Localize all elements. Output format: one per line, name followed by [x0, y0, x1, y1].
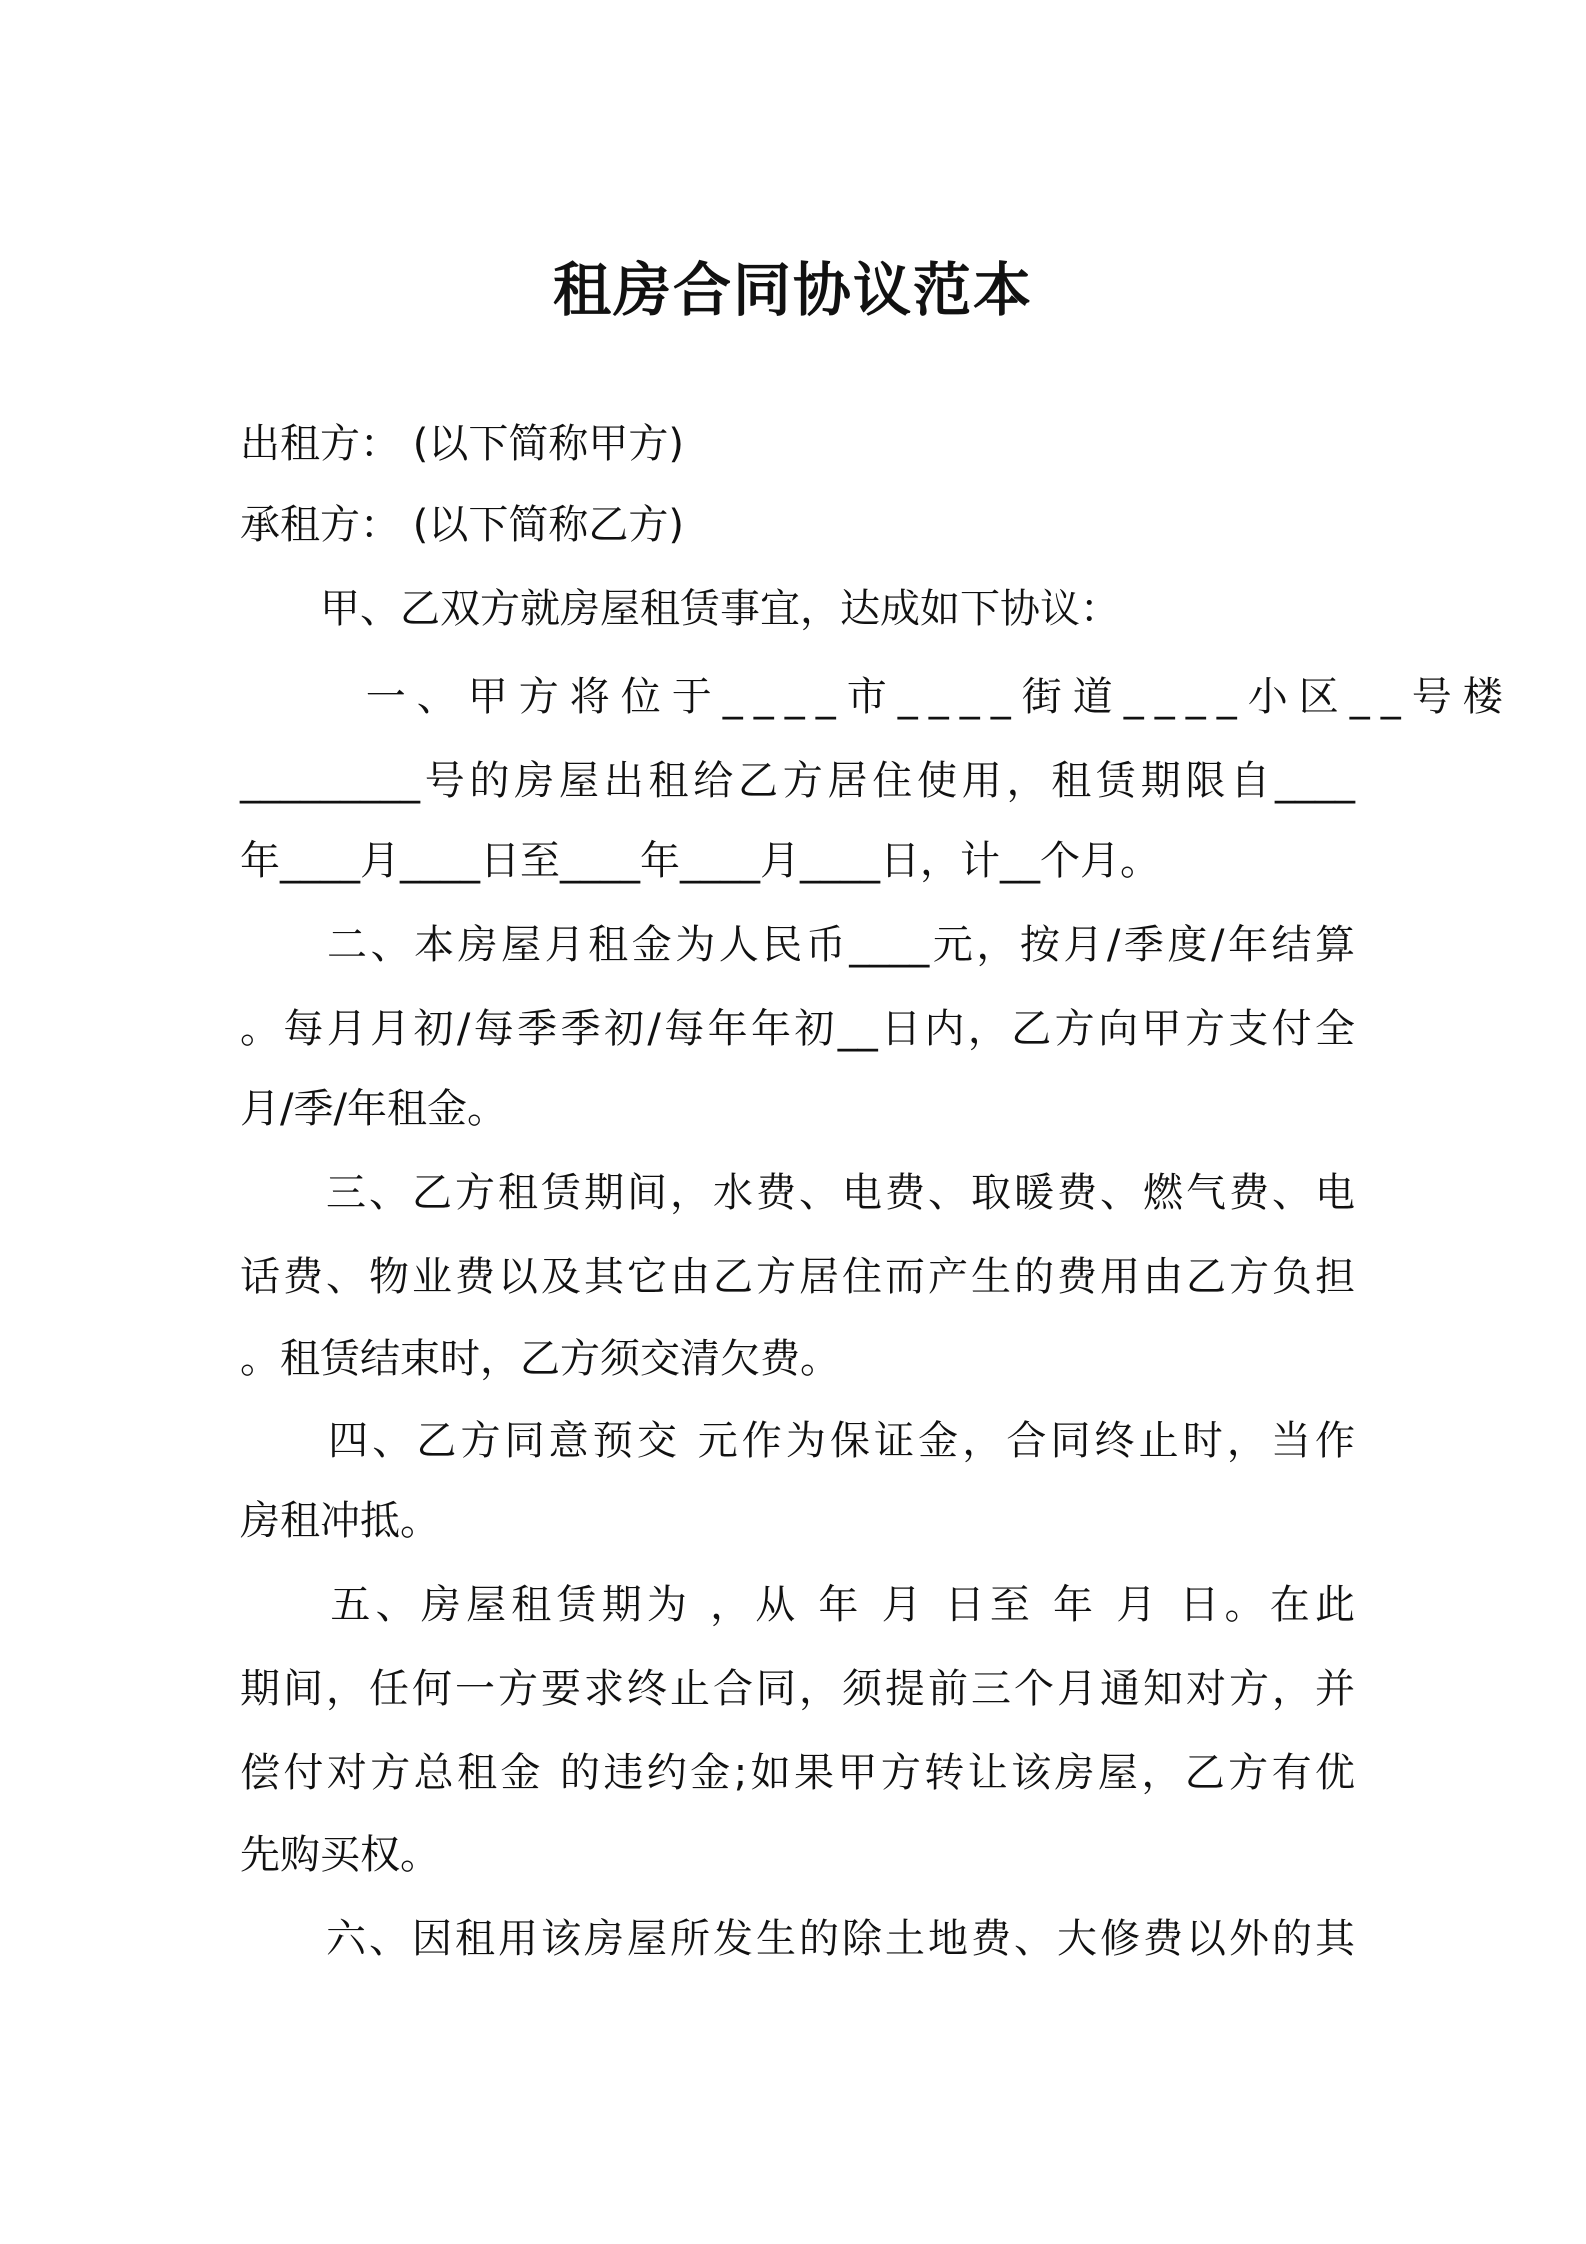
clause-3-line-2: 话费、物业费以及其它由乙方居住而产生的费用由乙方负担 [240, 1254, 1355, 1300]
clause-1-line-2: _________号的房屋出租给乙方居住使用，租赁期限自____ [240, 758, 1355, 804]
clause-1-line-3: 年____月____日至____年____月____日，计__个月。 [240, 838, 1160, 884]
clause-6-line-1: 六、因租用该房屋所发生的除土地费、大修费以外的其 [240, 1916, 1355, 1962]
lessor-line: 出租方： (以下简称甲方) [240, 421, 684, 467]
clause-5-line-1: 五、房屋租赁期为 ，从 年 月 日至 年 月 日。在此 [240, 1582, 1355, 1628]
clause-3-line-1: 三、乙方租赁期间，水费、电费、取暖费、燃气费、电 [240, 1170, 1355, 1216]
clause-2-line-1: 二、本房屋月租金为人民币____元，按月/季度/年结算 [240, 922, 1355, 968]
clause-4-line-1: 四、乙方同意预交 元作为保证金，合同终止时，当作 [240, 1418, 1355, 1464]
clause-4-line-2: 房租冲抵。 [240, 1498, 440, 1544]
clause-1-line-1: 一、甲方将位于____市____街道____小区__号楼 [240, 674, 1514, 720]
clause-3-line-3: 。租赁结束时，乙方须交清欠费。 [240, 1336, 840, 1382]
clause-5-line-4: 先购买权。 [240, 1832, 440, 1878]
clause-5-line-2: 期间，任何一方要求终止合同，须提前三个月通知对方，并 [240, 1666, 1355, 1712]
clause-2-line-2: 。每月月初/每季季初/每年年初__日内，乙方向甲方支付全 [240, 1006, 1355, 1052]
clause-5-line-3: 偿付对方总租金 的违约金;如果甲方转让该房屋，乙方有优 [240, 1750, 1355, 1796]
lessee-line: 承租方： (以下简称乙方) [240, 502, 684, 548]
clause-2-line-3: 月/季/年租金。 [240, 1086, 507, 1132]
document-title: 租房合同协议范本 [552, 256, 1033, 324]
agreement-intro: 甲、乙双方就房屋租赁事宜，达成如下协议： [240, 586, 1120, 632]
